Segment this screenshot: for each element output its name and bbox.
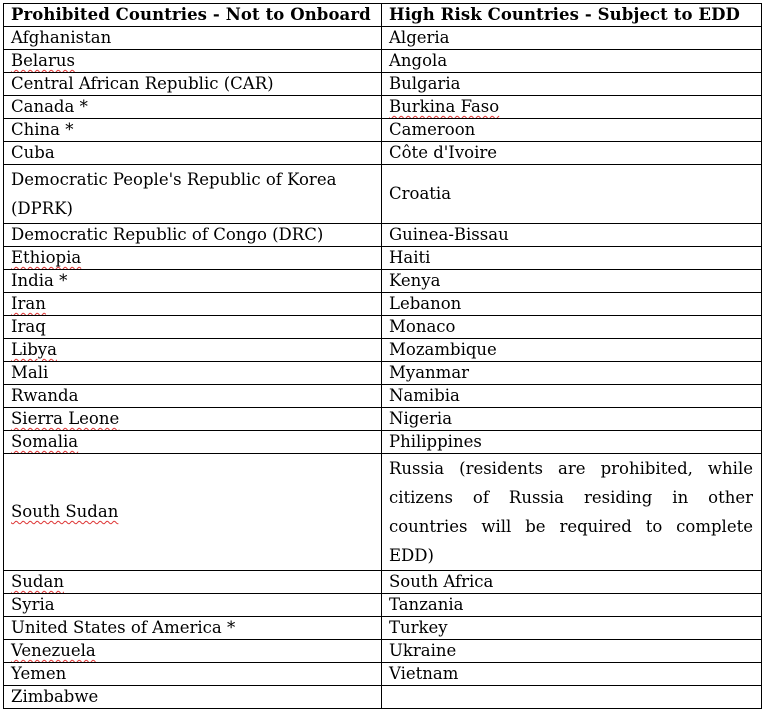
prohibited-country: Cuba: [4, 142, 382, 165]
prohibited-country: Belarus: [4, 50, 382, 73]
prohibited-country: China *: [4, 119, 382, 142]
high-risk-country: [382, 686, 762, 709]
prohibited-country: South Sudan: [4, 454, 382, 571]
table-row: [4, 27, 762, 50]
prohibited-country: Mali: [4, 362, 382, 385]
high-risk-country: Haiti: [382, 247, 762, 270]
table-row: [4, 73, 762, 96]
high-risk-country: Côte d'Ivoire: [382, 142, 762, 165]
high-risk-country: South Africa: [382, 571, 762, 594]
prohibited-country: Syria: [4, 594, 382, 617]
high-risk-country: Angola: [382, 50, 762, 73]
high-risk-country: Monaco: [382, 316, 762, 339]
high-risk-country: Nigeria: [382, 408, 762, 431]
high-risk-country: Bulgaria: [382, 73, 762, 96]
prohibited-country: Somalia: [4, 431, 382, 454]
table-row: [4, 50, 762, 73]
prohibited-country: Rwanda: [4, 385, 382, 408]
high-risk-country: Cameroon: [382, 119, 762, 142]
table-row: [4, 454, 762, 571]
header-prohibited: Prohibited Countries - Not to Onboard: [4, 4, 382, 27]
prohibited-country: Zimbabwe: [4, 686, 382, 709]
prohibited-country: Central African Republic (CAR): [4, 73, 382, 96]
high-risk-country: Ukraine: [382, 640, 762, 663]
table-row: [4, 224, 762, 247]
table-row: [4, 165, 762, 224]
prohibited-country: Sierra Leone: [4, 408, 382, 431]
high-risk-country: Guinea-Bissau: [382, 224, 762, 247]
table-row: [4, 640, 762, 663]
high-risk-country: Tanzania: [382, 594, 762, 617]
prohibited-country: Iran: [4, 293, 382, 316]
prohibited-country: Democratic Republic of Congo (DRC): [4, 224, 382, 247]
table-header-row: [4, 4, 762, 27]
table-row: [4, 686, 762, 709]
prohibited-country: Democratic People's Republic of Korea (DPRK): [4, 165, 382, 224]
table-row: [4, 594, 762, 617]
prohibited-country: India *: [4, 270, 382, 293]
high-risk-country: Namibia: [382, 385, 762, 408]
high-risk-country: Burkina Faso: [382, 96, 762, 119]
prohibited-country: Venezuela: [4, 640, 382, 663]
table-row: [4, 119, 762, 142]
country-risk-table: [3, 3, 762, 709]
table-row: [4, 408, 762, 431]
table-row: [4, 617, 762, 640]
prohibited-country: United States of America *: [4, 617, 382, 640]
header-high-risk: High Risk Countries - Subject to EDD: [382, 4, 762, 27]
high-risk-country: Myanmar: [382, 362, 762, 385]
table-row: [4, 96, 762, 119]
table-row: [4, 339, 762, 362]
high-risk-country: Croatia: [382, 165, 762, 224]
prohibited-country: Afghanistan: [4, 27, 382, 50]
table-row: [4, 431, 762, 454]
prohibited-country: Ethiopia: [4, 247, 382, 270]
prohibited-country: Sudan: [4, 571, 382, 594]
high-risk-country: Russia (residents are prohibited, while citizens of Russia residing in other countries will be required to complete EDD): [382, 454, 762, 571]
high-risk-country: Algeria: [382, 27, 762, 50]
high-risk-country: Turkey: [382, 617, 762, 640]
table-row: [4, 385, 762, 408]
table-row: [4, 293, 762, 316]
table-row: [4, 571, 762, 594]
document-page: [3, 3, 762, 709]
table-row: [4, 316, 762, 339]
prohibited-country: Libya: [4, 339, 382, 362]
high-risk-country: Lebanon: [382, 293, 762, 316]
prohibited-country: Yemen: [4, 663, 382, 686]
high-risk-country: Vietnam: [382, 663, 762, 686]
table-row: [4, 270, 762, 293]
table-row: [4, 362, 762, 385]
high-risk-country: Philippines: [382, 431, 762, 454]
high-risk-country: Kenya: [382, 270, 762, 293]
prohibited-country: Iraq: [4, 316, 382, 339]
prohibited-country: Canada *: [4, 96, 382, 119]
table-row: [4, 247, 762, 270]
high-risk-country: Mozambique: [382, 339, 762, 362]
table-row: [4, 142, 762, 165]
table-row: [4, 663, 762, 686]
